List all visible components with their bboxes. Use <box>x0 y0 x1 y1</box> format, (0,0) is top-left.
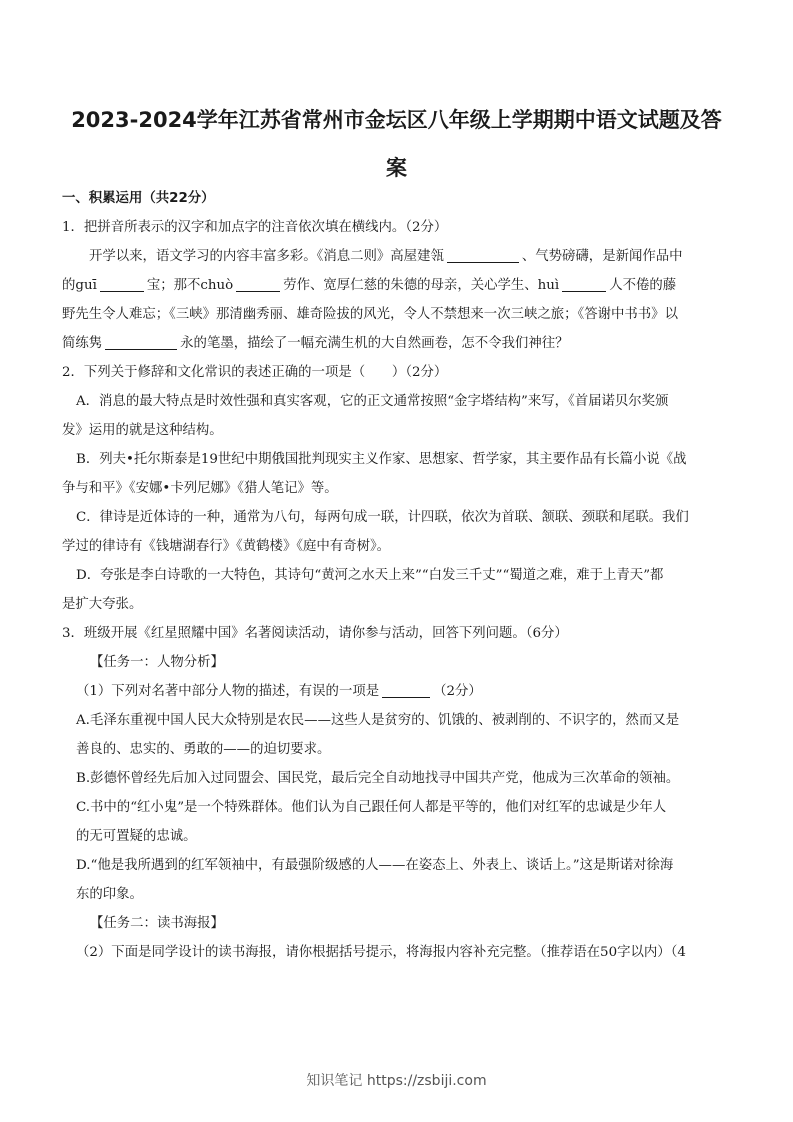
q2-option-c-line-2: 学过的律诗有《钱塘湖春行》《黄鹤楼》《庭中有奇树》。 <box>62 539 391 554</box>
q3-option-d-line-2: 东的印象。 <box>76 887 143 902</box>
q2-option-b-line-1: B．列夫•托尔斯泰是19世纪中期俄国批判现实主义作家、思想家、哲学家，其主要作品有长篇小说《战 <box>76 452 687 467</box>
q1-passage-line-4: 简练隽 永的笔墨，描绘了一幅充满生机的大自然画卷，怎不令我们神往？ <box>62 329 739 358</box>
q2-option-a-line-2: 发》运用的就是这种结构。 <box>62 423 223 438</box>
q1-stem: 1．把拼音所表示的汉字和加点字的注音依次填在横线内。（2分） <box>62 220 448 235</box>
q3-option-c-line-2: 的无可置疑的忠诚。 <box>76 829 197 844</box>
q3-option-b-line-1: B.彭德怀曾经先后加入过同盟会、国民党，最后完全自动地找寻中国共产党，他成为三次革命的领袖。 <box>76 771 680 786</box>
document-title <box>60 96 733 192</box>
q3-option-c-line-1: C.书中的“红小鬼”是一个特殊群体。他们认为自己跟任何人都是平等的，他们对红军的忠诚是少年人 <box>76 800 667 815</box>
answer-blank[interactable] <box>236 275 280 292</box>
q2-option-a-line-1: A．消息的最大特点是时效性强和真实客观，它的正文通常按照“金字塔结构”来写，《首届诺贝尔奖颁 <box>76 394 669 409</box>
q2-option-c-line-1: C．律诗是近体诗的一种，通常为八句，每两句成一联，计四联，依次为首联、颔联、颈联和尾联。我们 <box>76 510 689 525</box>
answer-blank[interactable] <box>562 275 606 292</box>
q1-passage-line-3: 野先生令人难忘；《三峡》那清幽秀丽、雄奇险拔的风光，令人不禁想来一次三峡之旅；《答谢中书书》以 <box>62 307 678 322</box>
q2-option-b-line-2: 争与和平》《安娜•卡列尼娜》《猎人笔记》等。 <box>62 481 338 496</box>
q3-option-a-line-1: A.毛泽东重视中国人民大众特别是农民——这些人是贫穷的、饥饿的、被剥削的、不识字的，然而又是 <box>76 713 680 728</box>
answer-blank[interactable] <box>447 246 519 263</box>
document-body <box>62 184 739 967</box>
q3-sub-1: （1）下列对名著中部分人物的描述，有误的一项是 （2分） <box>62 677 739 706</box>
title-line-1: 2023-2024学年江苏省常州市金坛区八年级上学期期中语文试题及答 <box>71 108 722 132</box>
q1-passage-line-1: 开学以来，语文学习的内容丰富多彩。《消息二则》高屋建瓴 、气势磅礴，是新闻作品中 <box>62 242 739 271</box>
section-heading: 一、积累运用（共22分） <box>62 191 215 206</box>
q3-stem: 3．班级开展《红星照耀中国》名著阅读活动，请你参与活动，回答下列问题。（6分） <box>62 626 568 641</box>
q3-task-1: 【任务一：人物分析】 <box>90 655 224 670</box>
answer-blank[interactable] <box>100 275 144 292</box>
q2-option-d-line-2: 是扩大夸张。 <box>62 597 143 612</box>
answer-blank[interactable] <box>105 333 177 350</box>
q3-sub-2: （2）下面是同学设计的读书海报，请你根据括号提示，将海报内容补充完整。（推荐语在50字以内）（4 <box>76 945 686 960</box>
q2-stem: 2．下列关于修辞和文化常识的表述正确的一项是（ ）（2分） <box>62 365 448 380</box>
q3-option-a-line-2: 善良的、忠实的、勇敢的——的迫切要求。 <box>76 742 331 757</box>
title-line-2: 案 <box>386 156 407 180</box>
q3-task-2: 【任务二：读书海报】 <box>90 916 224 931</box>
q2-option-d-line-1: D．夸张是李白诗歌的一大特色，其诗句“黄河之水天上来”“白发三千丈”“蜀道之难，难于上青天”都 <box>76 568 664 583</box>
dotted-char: 瓴 <box>430 242 443 271</box>
page-footer: 知识笔记 https://zsbiji.com <box>306 1073 487 1089</box>
q3-option-d-line-1: D.“他是我所遇到的红军领袖中，有最强阶级感的人——在姿态上、外表上、谈话上。”这是斯诺对徐海 <box>76 858 674 873</box>
q1-passage-line-2: 的guī 宝；那不chuò 劳作、宽厚仁慈的朱德的母亲，关心学生、huì 人不倦的藤 <box>62 271 739 300</box>
answer-blank[interactable] <box>382 681 430 698</box>
